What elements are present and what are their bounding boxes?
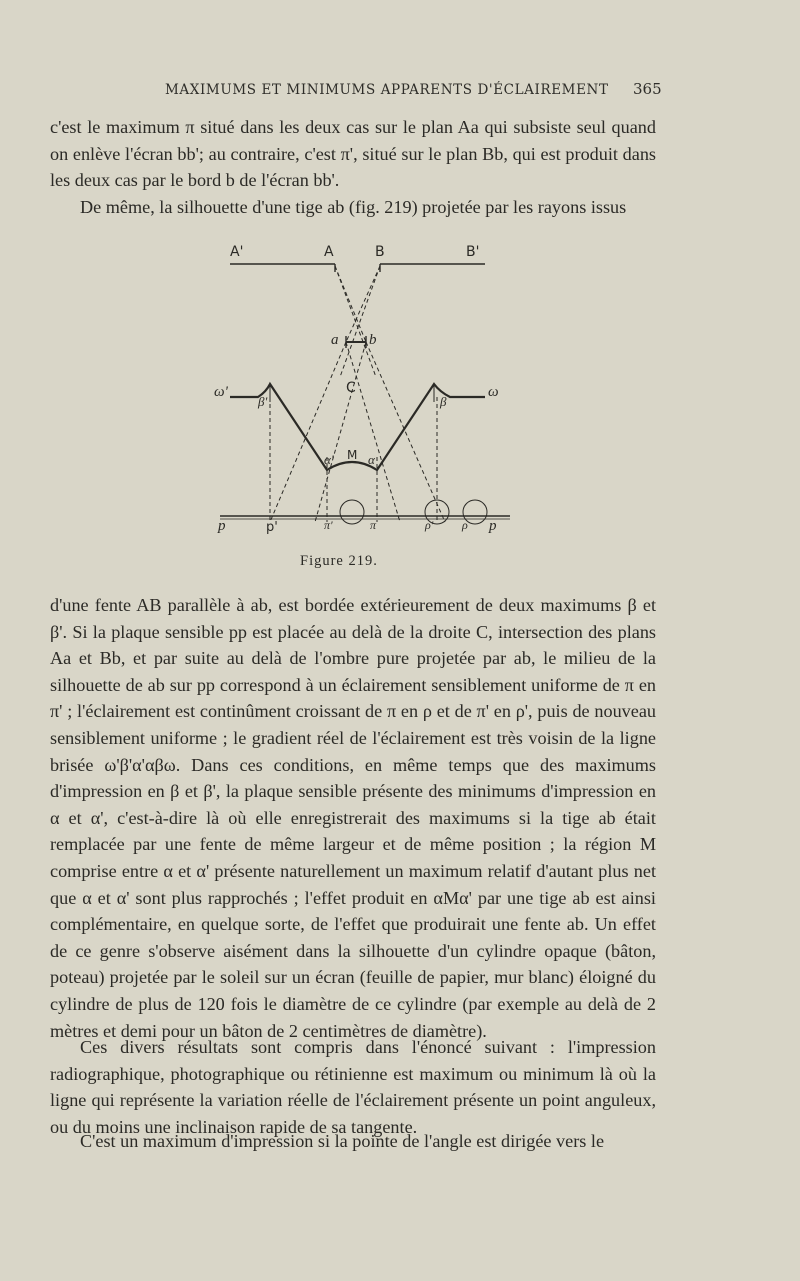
- label-p-right: p: [489, 518, 497, 534]
- label-M: M: [347, 448, 358, 462]
- ray-b-left: [315, 342, 366, 522]
- pi-region-circle: [340, 500, 364, 524]
- figure-caption: Figure 219.: [300, 553, 378, 569]
- label-p: p: [218, 518, 226, 534]
- label-beta-prime: β': [258, 394, 268, 409]
- label-a: a: [331, 332, 339, 348]
- label-pi-prime: π': [324, 518, 333, 532]
- label-A-prime: A': [230, 244, 244, 260]
- figure-219: [200, 242, 530, 552]
- running-title: MAXIMUMS ET MINIMUMS APPARENTS D'ÉCLAIREMENT: [165, 82, 609, 98]
- label-C: C: [346, 380, 356, 396]
- label-A: A: [324, 244, 334, 260]
- ray-A-b-upper: [335, 266, 366, 342]
- paragraph-4: Ces divers résultats sont compris dans l'énoncé suivant : l'impression radiographique, photographique ou rétinienne est maximum ou minimum là où la ligne qui représente la variation réelle de l'éclairement présente un point anguleux, ou du moins une inclinaison rapide de sa tangente.: [50, 1037, 656, 1137]
- ray-a-right: [346, 342, 400, 522]
- running-head: [0, 80, 800, 102]
- label-pi: π: [370, 518, 377, 532]
- paragraph-3: d'une fente AB parallèle à ab, est bordée extérieurement de deux maximums β et β'. Si la plaque sensible pp est placée au delà de la droite C, intersection des plans Aa et Bb, et par suite au delà de l'ombre pure projetée par ab, le milieu de la silhouette de ab sur pp correspond à un éclairement sensiblement uniforme de π en π' ; l'éclairement est continûment croissant de π en ρ et de π' en ρ', puis de nouveau sensiblement uniforme ; le gradient réel de l'éclairement est très voisin de la ligne brisée ω'β'α'αβω. Dans ces conditions, en même temps que des maximums d'impression en β et β', la plaque sensible présente des minimums d'impression en α et α', c'est-à-dire là où elle enregistrerait des maximums si la tige ab était remplacée par une fente de même largeur et de même position ; la région M comprise entre α et α' présente naturellement un maximum relatif d'autant plus net que α et α' sont plus rapprochés ; l'effet produit en αMα' par une tige ab est ainsi complémentaire, en quelque sorte, de l'effet que produirait une fente ab. Un effet de ce genre s'observe aisément dans la silhouette d'un cylindre opaque (bâton, poteau) projetée par le soleil sur un écran (feuille de papier, mur blanc) éloigné du cylindre de plus de 120 fois le diamètre de ce cylindre (par exemple au delà de 2 mètres et demi pour un bâton de 2 centimètres de diamètre).: [50, 595, 656, 1041]
- label-b: b: [369, 332, 377, 348]
- ray-a-left: [270, 342, 346, 522]
- label-rho-prime: ρ': [425, 518, 434, 532]
- page-number: 365: [633, 80, 662, 98]
- ray-B-a: [340, 266, 380, 377]
- paragraph-2-text: De même, la silhouette d'une tige ab (fig. 219) projetée par les rayons issus: [80, 196, 627, 217]
- ray-B-a-upper: [346, 266, 380, 342]
- label-omega-prime: ω': [214, 384, 228, 400]
- ray-b-right: [366, 342, 445, 522]
- label-omega: ω: [488, 384, 499, 400]
- label-B: B: [375, 244, 385, 260]
- label-beta: β: [440, 394, 447, 409]
- paragraph-1-text: c'est le maximum π situé dans les deux cas sur le plan Aa qui subsiste seul quand on enlève l'écran bb'; au contraire, c'est π', situé sur le plan Bb, qui est produit dans les deux cas par le bord b de l'écran bb'.: [50, 117, 656, 191]
- paragraph-1: [50, 114, 656, 220]
- label-alpha-prime: α': [324, 452, 334, 467]
- label-alpha: α: [368, 452, 375, 467]
- figure-diagram: [200, 242, 530, 552]
- label-p-prime: p': [266, 520, 278, 535]
- label-B-prime: B': [466, 244, 480, 260]
- ray-A-b: [335, 266, 376, 377]
- paragraph-5: C'est un maximum d'impression si la pointe de l'angle est dirigée vers le: [80, 1131, 605, 1151]
- illumination-curve: [230, 384, 485, 470]
- label-rho: ρ: [462, 518, 468, 532]
